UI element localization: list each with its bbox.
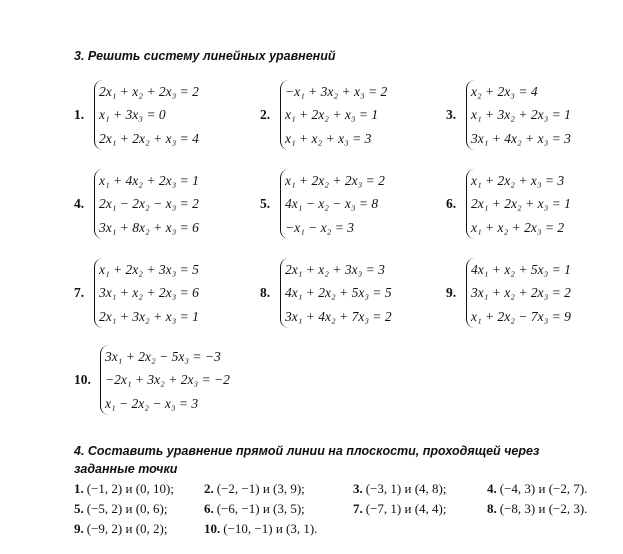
equation-system bbox=[94, 169, 199, 239]
equation: x₁ + 3x₃ = 0 bbox=[99, 107, 166, 123]
points-item bbox=[487, 481, 587, 497]
equation: 3x₁ + 4x₂ + 7x₃ = 2 bbox=[285, 308, 392, 324]
points-item bbox=[487, 501, 587, 517]
item-number: 9. bbox=[74, 521, 84, 536]
equation: x₁ + 2x₂ + 3x₃ = 5 bbox=[99, 262, 199, 277]
equation-system bbox=[280, 80, 387, 150]
section-4-heading: 4. Составить уравнение прямой линии на плоскости, проходящей через bbox=[74, 444, 540, 458]
problem-number: 8. bbox=[260, 285, 271, 300]
item-number: 6. bbox=[204, 501, 214, 516]
points-item bbox=[353, 501, 446, 517]
points-item bbox=[353, 481, 446, 497]
problem-number: 4. bbox=[74, 196, 85, 211]
equation: x₁ + 2x₂ + x₃ = 1 bbox=[285, 107, 379, 123]
equation: x₁ + 4x₂ + 2x₃ = 1 bbox=[99, 173, 199, 188]
equation: 3x₁ + 4x₂ + x₃ = 3 bbox=[471, 130, 571, 146]
item-number: 2. bbox=[204, 481, 214, 496]
equation-system bbox=[94, 80, 199, 150]
equation-system bbox=[466, 80, 571, 150]
equation: 2x₁ + x₂ + 2x₃ = 2 bbox=[99, 84, 199, 99]
equation: 4x₁ + x₂ + 5x₃ = 1 bbox=[471, 262, 571, 277]
problem-number: 9. bbox=[446, 285, 457, 300]
item-number: 7. bbox=[353, 501, 363, 516]
equation-system bbox=[466, 258, 571, 328]
points-item bbox=[204, 521, 317, 537]
equation: 2x₁ + 2x₂ + x₃ = 4 bbox=[99, 130, 199, 146]
equation-system bbox=[94, 258, 199, 328]
equation: x₁ − 2x₂ − x₃ = 3 bbox=[105, 395, 199, 411]
equation: 3x₁ + 8x₂ + x₃ = 6 bbox=[99, 219, 199, 235]
equation: x₁ + 2x₂ + 2x₃ = 2 bbox=[285, 173, 385, 188]
points-item bbox=[74, 501, 167, 517]
problem-number: 7. bbox=[74, 285, 85, 300]
equation: 4x₁ + 2x₂ + 5x₃ = 5 bbox=[285, 285, 392, 301]
equation: 2x₁ + 2x₂ + x₃ = 1 bbox=[471, 196, 571, 212]
equation: x₁ + 2x₂ − 7x₃ = 9 bbox=[471, 308, 571, 324]
points-item bbox=[204, 481, 305, 497]
points-text: (−4, 3) и (−2, 7). bbox=[499, 481, 588, 496]
equation: −x₁ − x₂ = 3 bbox=[285, 219, 354, 235]
points-text: (−3, 1) и (4, 8); bbox=[365, 481, 447, 496]
points-text: (−5, 2) и (0, 6); bbox=[86, 501, 168, 516]
points-item bbox=[74, 481, 174, 497]
problem-number: 6. bbox=[446, 196, 457, 211]
item-number: 10. bbox=[204, 521, 221, 536]
section-4-heading-continued: заданные точки bbox=[74, 462, 178, 476]
equation: −2x₁ + 3x₂ + 2x₃ = −2 bbox=[105, 372, 230, 388]
item-number: 1. bbox=[74, 481, 84, 496]
points-text: (−9, 2) и (0, 2); bbox=[86, 521, 168, 536]
equation: −x₁ + 3x₂ + x₃ = 2 bbox=[285, 84, 388, 99]
equation: x₁ + x₂ + 2x₃ = 2 bbox=[471, 219, 565, 235]
item-number: 5. bbox=[74, 501, 84, 516]
section-3-heading: 3. Решить систему линейных уравнений bbox=[74, 49, 336, 63]
problem-number: 3. bbox=[446, 107, 457, 122]
item-number: 3. bbox=[353, 481, 363, 496]
equation: 2x₁ − 2x₂ − x₃ = 2 bbox=[99, 196, 199, 212]
equation-system bbox=[280, 258, 392, 328]
equation-system bbox=[100, 345, 230, 415]
equation-system bbox=[466, 169, 571, 239]
equation: 2x₁ + x₂ + 3x₃ = 3 bbox=[285, 262, 385, 277]
item-number: 4. bbox=[487, 481, 497, 496]
problem-number: 2. bbox=[260, 107, 271, 122]
equation: x₁ + 2x₂ + x₃ = 3 bbox=[471, 173, 565, 188]
problem-number: 1. bbox=[74, 107, 85, 122]
equation: 2x₁ + 3x₂ + x₃ = 1 bbox=[99, 308, 199, 324]
equation: 3x₁ + x₂ + 2x₃ = 6 bbox=[99, 285, 199, 301]
equation: x₁ + 3x₂ + 2x₃ = 1 bbox=[471, 107, 571, 123]
points-text: (−10, −1) и (3, 1). bbox=[223, 521, 318, 536]
item-number: 8. bbox=[487, 501, 497, 516]
points-text: (−8, 3) и (−2, 3). bbox=[499, 501, 588, 516]
problem-number: 5. bbox=[260, 196, 271, 211]
equation: x₁ + x₂ + x₃ = 3 bbox=[285, 130, 372, 146]
equation-system bbox=[280, 169, 385, 239]
equation: 3x₁ + 2x₂ − 5x₃ = −3 bbox=[105, 349, 221, 364]
equation: 4x₁ − x₂ − x₃ = 8 bbox=[285, 196, 379, 212]
points-item bbox=[74, 521, 167, 537]
problem-number: 10. bbox=[74, 372, 91, 387]
points-item bbox=[204, 501, 305, 517]
points-text: (−7, 1) и (4, 4); bbox=[365, 501, 447, 516]
points-text: (−6, −1) и (3, 5); bbox=[216, 501, 305, 516]
equation: 3x₁ + x₂ + 2x₃ = 2 bbox=[471, 285, 571, 301]
points-text: (−1, 2) и (0, 10); bbox=[86, 481, 174, 496]
points-text: (−2, −1) и (3, 9); bbox=[216, 481, 305, 496]
equation: x₂ + 2x₃ = 4 bbox=[471, 84, 538, 99]
